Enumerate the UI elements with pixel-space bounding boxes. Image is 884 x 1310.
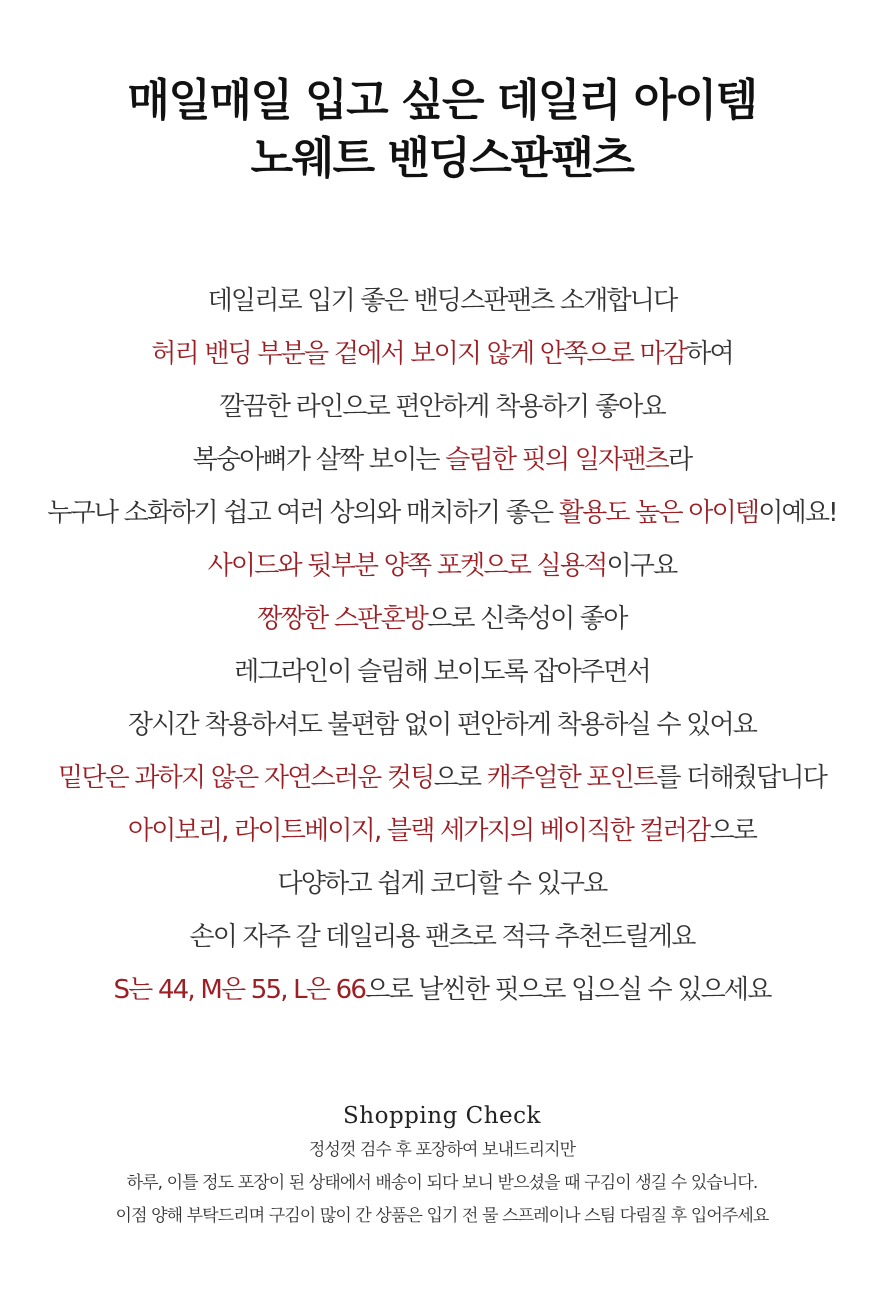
shopping-check-line: 정성껏 검수 후 포장하여 보내드리지만 [308, 1140, 576, 1160]
description-line [0, 858, 884, 911]
highlight-text: 활용도 높은 아이템 [558, 498, 759, 528]
description-text: 복숭아뼈가 살짝 보이는 [192, 445, 446, 475]
highlight-text: 밑단은 과하지 않은 자연스러운 컷팅 [57, 763, 434, 793]
highlight-text: 캐주얼한 포인트 [486, 763, 657, 793]
description-line [0, 593, 884, 646]
product-description [0, 275, 884, 1017]
description-line [0, 540, 884, 593]
description-text: 이예요! [758, 498, 837, 528]
description-line [0, 434, 884, 487]
description-text: 으로 날씬한 핏으로 입으실 수 있으세요 [365, 975, 771, 1005]
highlight-text: 슬림한 핏의 일자팬츠 [445, 445, 668, 475]
description-line [0, 381, 884, 434]
description-text: 손이 자주 갈 데일리용 팬츠로 적극 추천드릴게요 [189, 922, 695, 952]
description-text: 누구나 소화하기 쉽고 여러 상의와 매치하기 좋은 [47, 498, 559, 528]
highlight-text: 짱짱한 스판혼방 [257, 604, 428, 634]
description-text: 를 더해줬답니다 [656, 763, 827, 793]
description-text: 으로 신축성이 좋아 [427, 604, 627, 634]
description-text: 데일리로 입기 좋은 밴딩스판팬츠 소개합니다 [207, 286, 677, 316]
description-line [0, 964, 884, 1017]
description-text: 하여 [686, 339, 733, 369]
description-line [0, 911, 884, 964]
highlight-text: S는 44, M은 55, L은 66 [113, 975, 366, 1005]
description-text: 깔끔한 라인으로 편안하게 착용하기 좋아요 [219, 392, 665, 422]
description-text: 장시간 착용하셔도 불편함 없이 편안하게 착용하실 수 있어요 [127, 710, 757, 740]
product-title [0, 72, 884, 188]
description-line [0, 275, 884, 328]
description-text: 으로 [709, 816, 757, 846]
shopping-check-line: 이점 양해 부탁드리며 구김이 많이 간 상품은 입기 전 물 스프레이나 스팀 다림질 후 입어주세요 [115, 1206, 769, 1226]
title-line-2: 노웨트 밴딩스판팬츠 [250, 133, 634, 184]
description-text: 라 [668, 445, 692, 475]
description-text: 으로 [433, 763, 487, 793]
shopping-check-title: Shopping Check [343, 1103, 541, 1129]
shopping-check-line: 하루, 이틀 정도 포장이 된 상태에서 배송이 되다 보니 받으셨을 때 구김이 생길 수 있습니다. [126, 1173, 758, 1193]
description-text: 레그라인이 슬림해 보이도록 잡아주면서 [234, 657, 650, 687]
shopping-check-section [0, 1098, 884, 1233]
description-text: 다양하고 쉽게 코디할 수 있구요 [277, 869, 607, 899]
highlight-text: 허리 밴딩 부분을 겉에서 보이지 않게 안쪽으로 마감 [151, 339, 687, 369]
description-line [0, 699, 884, 752]
title-line-1: 매일매일 입고 싶은 데일리 아이템 [127, 75, 757, 126]
description-line [0, 328, 884, 381]
description-line [0, 646, 884, 699]
description-line [0, 805, 884, 858]
description-line [0, 487, 884, 540]
highlight-text: 사이드와 뒷부분 양쪽 포켓으로 실용적 [207, 551, 607, 581]
description-text: 이구요 [606, 551, 677, 581]
description-line [0, 752, 884, 805]
highlight-text: 아이보리, 라이트베이지, 블랙 세가지의 베이직한 컬러감 [127, 816, 710, 846]
